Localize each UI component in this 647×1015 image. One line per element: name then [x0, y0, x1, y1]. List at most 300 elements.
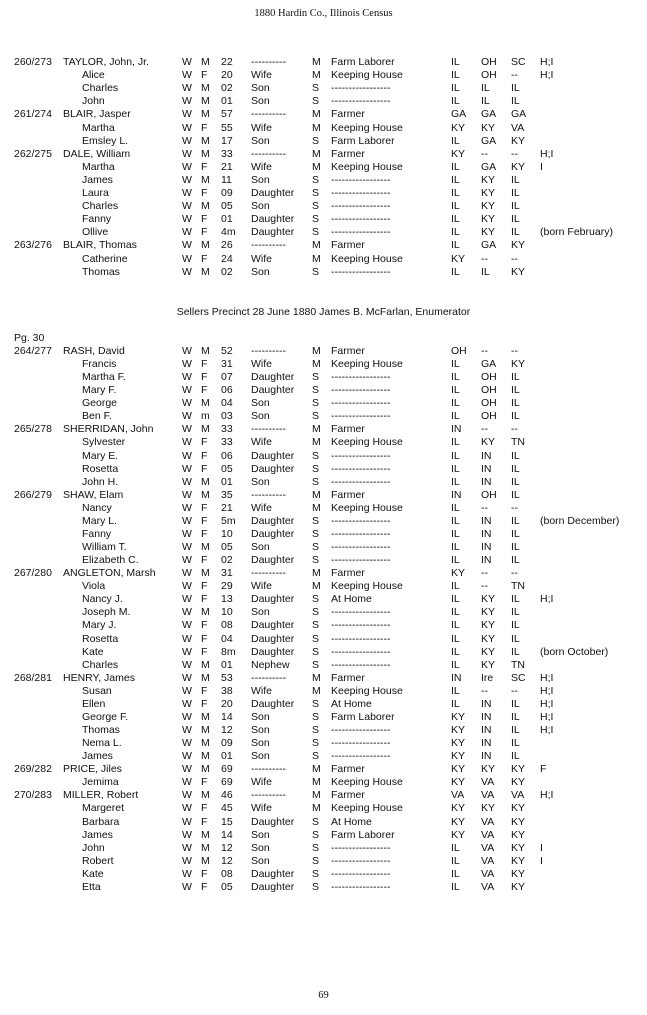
marital-status: S: [312, 462, 320, 475]
person-name: Rosetta: [82, 462, 119, 475]
age: 52: [221, 345, 233, 357]
age: 21: [221, 501, 233, 514]
marital-status: S: [312, 226, 320, 239]
age: 8m: [221, 645, 236, 658]
census-row: [0, 384, 647, 397]
relationship: Son: [251, 173, 270, 186]
father-birthplace: Ire: [481, 671, 494, 684]
birthplace: GA: [451, 108, 467, 121]
person-name: Etta: [82, 880, 101, 893]
marital-status: S: [312, 95, 320, 108]
mother-birthplace: IL: [511, 82, 520, 95]
marital-status: M: [312, 501, 321, 514]
relationship: Son: [251, 82, 270, 95]
marital-status: S: [312, 82, 320, 95]
person-name: SHAW, Elam: [63, 488, 124, 501]
census-row: [0, 489, 647, 502]
mother-birthplace: IL: [511, 697, 520, 710]
mother-birthplace: IL: [511, 95, 520, 108]
father-birthplace: --: [481, 501, 488, 514]
age: 02: [221, 265, 233, 278]
age: 33: [221, 436, 233, 449]
birthplace: IL: [451, 239, 460, 252]
sex: F: [201, 226, 208, 239]
race: W: [182, 867, 192, 880]
person-name: James: [82, 828, 113, 841]
marital-status: S: [312, 134, 320, 147]
marital-status: S: [312, 828, 320, 841]
father-birthplace: KY: [481, 226, 496, 239]
relationship: Son: [251, 750, 270, 763]
mother-birthplace: IL: [511, 619, 520, 632]
sex: F: [201, 501, 208, 514]
occupation: Farmer: [331, 108, 365, 121]
mother-birthplace: KY: [511, 880, 526, 893]
occupation: Farmer: [331, 239, 365, 252]
sex: M: [201, 134, 210, 147]
race: W: [182, 737, 192, 750]
relationship: Son: [251, 200, 270, 213]
person-name: HENRY, James: [63, 671, 135, 684]
birthplace: IL: [451, 593, 460, 606]
occupation: Keeping House: [331, 252, 403, 265]
marital-status: S: [312, 632, 320, 645]
person-name: James: [82, 173, 113, 186]
race: W: [182, 527, 192, 540]
marital-status: M: [312, 345, 321, 357]
birthplace: KY: [451, 815, 466, 828]
census-row: [0, 371, 647, 384]
marital-status: S: [312, 619, 320, 632]
race: W: [182, 200, 192, 213]
relationship: Daughter: [251, 632, 295, 645]
dwelling-family-number: 270/283: [14, 789, 52, 802]
age: 69: [221, 776, 233, 789]
mother-birthplace: IL: [511, 226, 520, 239]
mother-birthplace: IL: [511, 750, 520, 763]
relationship: Wife: [251, 252, 272, 265]
person-name: John: [82, 841, 105, 854]
father-birthplace: VA: [481, 841, 495, 854]
sex: M: [201, 841, 210, 854]
marital-status: S: [312, 724, 320, 737]
race: W: [182, 567, 192, 580]
mother-birthplace: KY: [511, 265, 526, 278]
census-row: [0, 82, 647, 95]
race: W: [182, 763, 192, 776]
race: W: [182, 147, 192, 160]
birthplace: IL: [451, 697, 460, 710]
person-name: SHERRIDAN, John: [63, 423, 154, 436]
father-birthplace: KY: [481, 213, 496, 226]
relationship: Daughter: [251, 619, 295, 632]
birthplace: IL: [451, 187, 460, 199]
occupation: -----------------: [331, 514, 391, 527]
birthplace: IL: [451, 226, 460, 239]
mother-birthplace: VA: [511, 789, 525, 802]
precinct-heading: Sellers Precinct 28 June 1880 James B. McFarlan, Enumerator: [176, 306, 471, 318]
occupation: Farm Laborer: [331, 710, 395, 723]
occupation: -----------------: [331, 265, 391, 278]
mother-birthplace: --: [511, 147, 518, 160]
occupation: Keeping House: [331, 121, 403, 134]
sex: F: [201, 436, 208, 449]
census-row: [0, 135, 647, 148]
age: 20: [221, 697, 233, 710]
occupation: Keeping House: [331, 802, 403, 815]
mother-birthplace: KY: [511, 828, 526, 841]
sex: F: [201, 867, 208, 880]
sex: M: [201, 789, 210, 802]
father-birthplace: VA: [481, 776, 495, 789]
sex: M: [201, 265, 210, 278]
occupation: Keeping House: [331, 501, 403, 514]
relationship: Son: [251, 475, 270, 488]
relationship: ----------: [251, 108, 286, 121]
census-row: [0, 56, 647, 69]
relationship: ----------: [251, 763, 286, 776]
occupation: Farmer: [331, 423, 365, 436]
person-name: Robert: [82, 854, 114, 867]
census-row: [0, 69, 647, 82]
birthplace: IL: [451, 82, 460, 95]
sex: m: [201, 410, 210, 423]
page-number: 69: [318, 990, 329, 1001]
census-row: [0, 515, 647, 528]
census-row: [0, 698, 647, 711]
occupation: -----------------: [331, 173, 391, 186]
father-birthplace: KY: [481, 606, 496, 619]
sex: M: [201, 173, 210, 186]
sex: M: [201, 147, 210, 160]
census-row: [0, 580, 647, 593]
person-name: Nema L.: [82, 737, 122, 750]
occupation: Farmer: [331, 671, 365, 684]
person-name: Viola: [82, 580, 106, 593]
relationship: Daughter: [251, 187, 295, 199]
age: 10: [221, 527, 233, 540]
census-row: [0, 685, 647, 698]
age: 35: [221, 488, 233, 501]
age: 10: [221, 606, 233, 619]
father-birthplace: KY: [481, 763, 496, 776]
census-row: [0, 711, 647, 724]
person-name: Sylvester: [82, 436, 126, 449]
birthplace: IL: [451, 265, 460, 278]
race: W: [182, 345, 192, 357]
marital-status: S: [312, 658, 320, 671]
race: W: [182, 423, 192, 436]
occupation: Farm Laborer: [331, 56, 395, 68]
marital-status: S: [312, 737, 320, 750]
census-row: [0, 528, 647, 541]
father-birthplace: --: [481, 252, 488, 265]
father-birthplace: IN: [481, 514, 492, 527]
person-name: John H.: [82, 475, 119, 488]
age: 06: [221, 449, 233, 462]
mother-birthplace: TN: [511, 658, 525, 671]
sex: F: [201, 187, 208, 199]
person-name: Margeret: [82, 802, 125, 815]
sex: M: [201, 95, 210, 108]
census-row: [0, 802, 647, 815]
note: F: [540, 763, 547, 776]
relationship: Daughter: [251, 645, 295, 658]
census-row: [0, 554, 647, 567]
sex: M: [201, 423, 210, 436]
dwelling-family-number: 265/278: [14, 423, 52, 436]
marital-status: S: [312, 541, 320, 554]
father-birthplace: KY: [481, 593, 496, 606]
birthplace: KY: [451, 252, 466, 265]
marital-status: S: [312, 397, 320, 410]
relationship: Wife: [251, 358, 272, 371]
sex: M: [201, 737, 210, 750]
race: W: [182, 56, 192, 68]
mother-birthplace: IL: [511, 449, 520, 462]
person-name: Mary L.: [82, 514, 118, 527]
sex: F: [201, 160, 208, 173]
note: (born February): [540, 226, 613, 239]
age: 46: [221, 789, 233, 802]
person-name: DALE, William: [63, 147, 131, 160]
occupation: -----------------: [331, 658, 391, 671]
mother-birthplace: IL: [511, 593, 520, 606]
occupation: -----------------: [331, 554, 391, 567]
birthplace: KY: [451, 776, 466, 789]
birthplace: KY: [451, 828, 466, 841]
age: 01: [221, 95, 233, 108]
marital-status: M: [312, 763, 321, 776]
father-birthplace: OH: [481, 397, 497, 410]
marital-status: M: [312, 580, 321, 593]
birthplace: IL: [451, 410, 460, 423]
relationship: Son: [251, 854, 270, 867]
person-name: Susan: [82, 684, 112, 697]
race: W: [182, 828, 192, 841]
person-name: Rosetta: [82, 632, 119, 645]
sex: F: [201, 776, 208, 789]
father-birthplace: IN: [481, 462, 492, 475]
relationship: Daughter: [251, 554, 295, 567]
birthplace: IL: [451, 95, 460, 108]
mother-birthplace: TN: [511, 580, 525, 593]
marital-status: S: [312, 880, 320, 893]
race: W: [182, 82, 192, 95]
relationship: Wife: [251, 580, 272, 593]
occupation: -----------------: [331, 737, 391, 750]
occupation: Keeping House: [331, 69, 403, 82]
sex: M: [201, 200, 210, 213]
age: 20: [221, 69, 233, 82]
marital-status: M: [312, 684, 321, 697]
relationship: Daughter: [251, 213, 295, 226]
birthplace: IL: [451, 397, 460, 410]
marital-status: M: [312, 802, 321, 815]
marital-status: S: [312, 449, 320, 462]
occupation: -----------------: [331, 619, 391, 632]
note: H;I: [540, 697, 554, 710]
marital-status: M: [312, 423, 321, 436]
race: W: [182, 239, 192, 252]
marital-status: S: [312, 815, 320, 828]
race: W: [182, 789, 192, 802]
census-row: [0, 672, 647, 685]
relationship: Son: [251, 265, 270, 278]
birthplace: OH: [451, 345, 467, 357]
sex: M: [201, 710, 210, 723]
marital-status: S: [312, 475, 320, 488]
birthplace: IL: [451, 358, 460, 371]
person-name: BLAIR, Jasper: [63, 108, 131, 121]
marital-status: M: [312, 436, 321, 449]
race: W: [182, 606, 192, 619]
marital-status: M: [312, 488, 321, 501]
person-name: George: [82, 397, 118, 410]
mother-birthplace: SC: [511, 56, 526, 68]
mother-birthplace: --: [511, 69, 518, 82]
census-row: [0, 724, 647, 737]
census-row: [0, 174, 647, 187]
father-birthplace: --: [481, 147, 488, 160]
census-row: [0, 476, 647, 489]
relationship: Son: [251, 606, 270, 619]
birthplace: KY: [451, 121, 466, 134]
race: W: [182, 554, 192, 567]
sex: F: [201, 619, 208, 632]
birthplace: IL: [451, 384, 460, 397]
mother-birthplace: KY: [511, 160, 526, 173]
birthplace: IN: [451, 423, 462, 436]
marital-status: M: [312, 160, 321, 173]
birthplace: IL: [451, 632, 460, 645]
birthplace: IL: [451, 867, 460, 880]
occupation: At Home: [331, 815, 372, 828]
occupation: -----------------: [331, 449, 391, 462]
sex: F: [201, 527, 208, 540]
marital-status: S: [312, 697, 320, 710]
marital-status: M: [312, 358, 321, 371]
father-birthplace: OH: [481, 410, 497, 423]
birthplace: IL: [451, 436, 460, 449]
father-birthplace: GA: [481, 239, 497, 252]
occupation: -----------------: [331, 880, 391, 893]
age: 29: [221, 580, 233, 593]
note: I: [540, 841, 543, 854]
marital-status: S: [312, 187, 320, 199]
relationship: Wife: [251, 501, 272, 514]
race: W: [182, 776, 192, 789]
person-name: Nancy J.: [82, 593, 123, 606]
father-birthplace: IN: [481, 737, 492, 750]
occupation: Farmer: [331, 345, 365, 357]
census-row: [0, 266, 647, 279]
father-birthplace: VA: [481, 880, 495, 893]
occupation: -----------------: [331, 527, 391, 540]
census-row: [0, 358, 647, 371]
relationship: Son: [251, 710, 270, 723]
person-name: RASH, David: [63, 345, 125, 357]
person-name: Ben F.: [82, 410, 112, 423]
sex: F: [201, 462, 208, 475]
birthplace: KY: [451, 147, 466, 160]
mother-birthplace: --: [511, 345, 518, 357]
relationship: Son: [251, 410, 270, 423]
birthplace: IL: [451, 645, 460, 658]
mother-birthplace: KY: [511, 815, 526, 828]
person-name: Mary E.: [82, 449, 119, 462]
age: 06: [221, 384, 233, 397]
sex: F: [201, 514, 208, 527]
person-name: Catherine: [82, 252, 128, 265]
relationship: Daughter: [251, 697, 295, 710]
census-row: [0, 868, 647, 881]
sex: M: [201, 239, 210, 252]
dwelling-family-number: 263/276: [14, 239, 52, 252]
age: 07: [221, 371, 233, 384]
note: H;I: [540, 593, 554, 606]
page-reference: Pg. 30: [14, 332, 45, 344]
marital-status: S: [312, 265, 320, 278]
sex: F: [201, 554, 208, 567]
person-name: Thomas: [82, 265, 120, 278]
relationship: Wife: [251, 69, 272, 82]
person-name: Barbara: [82, 815, 120, 828]
age: 69: [221, 763, 233, 776]
mother-birthplace: --: [511, 252, 518, 265]
note: H;I: [540, 69, 554, 82]
father-birthplace: KY: [481, 200, 496, 213]
race: W: [182, 397, 192, 410]
relationship: Daughter: [251, 867, 295, 880]
occupation: -----------------: [331, 213, 391, 226]
sex: M: [201, 397, 210, 410]
age: 22: [221, 56, 233, 68]
age: 24: [221, 252, 233, 265]
age: 12: [221, 841, 233, 854]
occupation: -----------------: [331, 410, 391, 423]
mother-birthplace: --: [511, 501, 518, 514]
occupation: Keeping House: [331, 358, 403, 371]
relationship: Daughter: [251, 593, 295, 606]
race: W: [182, 108, 192, 121]
mother-birthplace: KY: [511, 776, 526, 789]
age: 12: [221, 724, 233, 737]
mother-birthplace: IL: [511, 724, 520, 737]
birthplace: KY: [451, 763, 466, 776]
marital-status: M: [312, 567, 321, 580]
marital-status: S: [312, 710, 320, 723]
sex: M: [201, 345, 210, 357]
occupation: Farmer: [331, 147, 365, 160]
mother-birthplace: KY: [511, 854, 526, 867]
age: 11: [221, 173, 232, 186]
age: 02: [221, 82, 233, 95]
census-row: [0, 829, 647, 842]
person-name: TAYLOR, John, Jr.: [63, 56, 149, 68]
sex: M: [201, 606, 210, 619]
birthplace: IL: [451, 134, 460, 147]
age: 09: [221, 737, 233, 750]
marital-status: M: [312, 239, 321, 252]
person-name: Charles: [82, 200, 119, 213]
marital-status: S: [312, 200, 320, 213]
age: 17: [221, 134, 233, 147]
census-row: [0, 881, 647, 894]
race: W: [182, 697, 192, 710]
sex: F: [201, 384, 208, 397]
race: W: [182, 187, 192, 199]
